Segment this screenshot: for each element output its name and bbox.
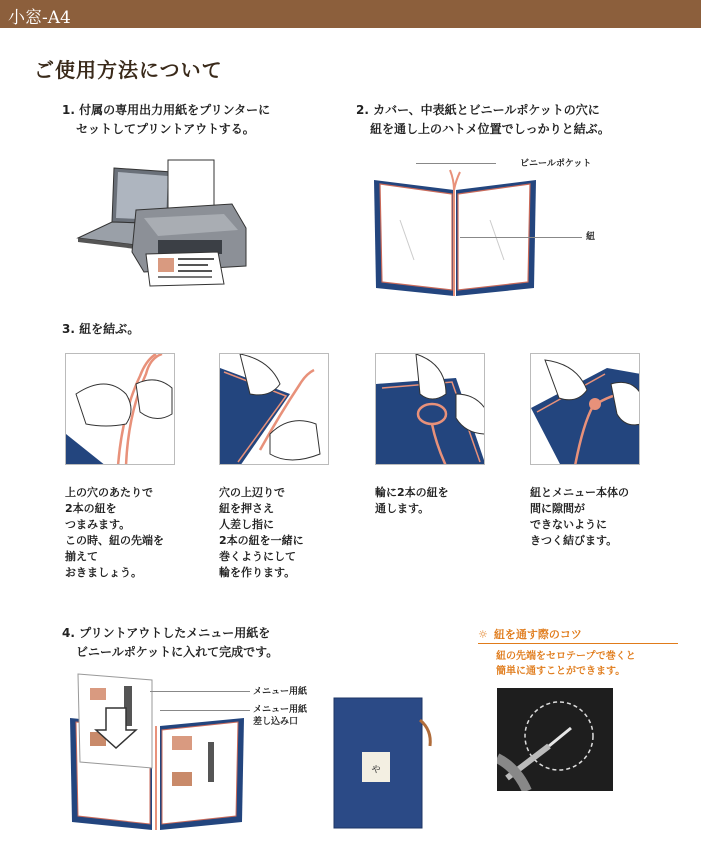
- menu-insert-illustration: [68, 672, 248, 832]
- label-menu-paper: メニュー用紙: [253, 687, 308, 697]
- step4-heading: [62, 624, 278, 662]
- step3-caption-2: [219, 485, 304, 581]
- step1-heading-line1: 1. 付属の専用出力用紙をプリンターに: [62, 103, 271, 117]
- string-leader-line: [460, 237, 582, 238]
- tip-photo: [497, 688, 613, 791]
- header-bar: [0, 0, 701, 28]
- label-string: 紐: [586, 232, 596, 242]
- caption-line: 穴の上辺りで: [219, 486, 285, 499]
- tip-body-line1: 紐の先端をセロテープで巻くと: [496, 651, 636, 662]
- step4-heading-line2: ビニールポケットに入れて完成です。: [76, 645, 279, 659]
- slot-leader-line: [160, 710, 250, 711]
- binder-illustration: [370, 160, 540, 300]
- step3-panel-3: [375, 353, 485, 465]
- step3-caption-1: [65, 485, 164, 581]
- tip-divider: [478, 643, 678, 644]
- label-insert-slot-line1: メニュー用紙: [253, 705, 308, 715]
- caption-line: おきましょう。: [65, 566, 142, 579]
- step2-heading-line2: 紐を通し上のハトメ位置でしっかりと結ぶ。: [370, 122, 610, 136]
- step3-panel-4: [530, 353, 640, 465]
- pocket-leader-line: [416, 163, 496, 164]
- step2-heading-line1: 2. カバー、中表紙とビニールポケットの穴に: [356, 103, 600, 117]
- step1-heading: [62, 101, 270, 139]
- step1-heading-line2: セットしてプリントアウトする。: [76, 122, 255, 136]
- caption-line: 輪を作ります。: [219, 566, 296, 579]
- caption-line: この時、紐の先端を: [65, 534, 164, 547]
- caption-line: 2本の紐を: [65, 502, 117, 515]
- caption-line: きつく結びます。: [530, 534, 618, 547]
- step3-heading: 3. 紐を結ぶ。: [62, 322, 140, 336]
- caption-line: 2本の紐を一緒に: [219, 534, 304, 547]
- page-title: ご使用方法について: [34, 58, 223, 82]
- header-title: 小窓-A4: [8, 8, 71, 28]
- tip-title: 紐を通す際のコツ: [493, 628, 582, 641]
- tip-body: [496, 649, 636, 679]
- caption-line: つまみます。: [65, 518, 131, 531]
- step3-panel-1: [65, 353, 175, 465]
- label-vinyl-pocket: ビニールポケット: [520, 159, 592, 169]
- caption-line: 紐とメニュー本体の: [530, 486, 629, 499]
- menu-leader-line: [150, 691, 250, 692]
- step3-panel-2: [219, 353, 329, 465]
- caption-line: 巻くようにして: [219, 550, 296, 563]
- step4-heading-line1: 4. プリントアウトしたメニュー用紙を: [62, 626, 271, 640]
- step3-caption-3: [375, 485, 449, 517]
- printer-illustration: [74, 158, 264, 288]
- caption-line: 輪に2本の紐を: [375, 486, 449, 499]
- caption-line: 人差し指に: [219, 518, 274, 531]
- tip-body-line2: 簡単に通すことができます。: [496, 666, 626, 677]
- caption-line: 上の穴のあたりで: [65, 486, 153, 499]
- finished-menu-cover: [332, 690, 438, 832]
- step3-caption-4: [530, 485, 629, 549]
- step2-heading: [356, 101, 610, 139]
- caption-line: 間に隙間が: [530, 502, 585, 515]
- tip-heading: [478, 626, 582, 642]
- lightbulb-icon: ☼: [478, 628, 488, 641]
- caption-line: 紐を押さえ: [219, 502, 274, 515]
- caption-line: できないように: [530, 518, 607, 531]
- caption-line: 揃えて: [65, 550, 98, 563]
- label-insert-slot-line2: 差し込み口: [253, 717, 299, 727]
- svg-text:ゃ: ゃ: [369, 761, 383, 775]
- label-insert-slot: [253, 704, 307, 728]
- caption-line: 通します。: [375, 502, 430, 515]
